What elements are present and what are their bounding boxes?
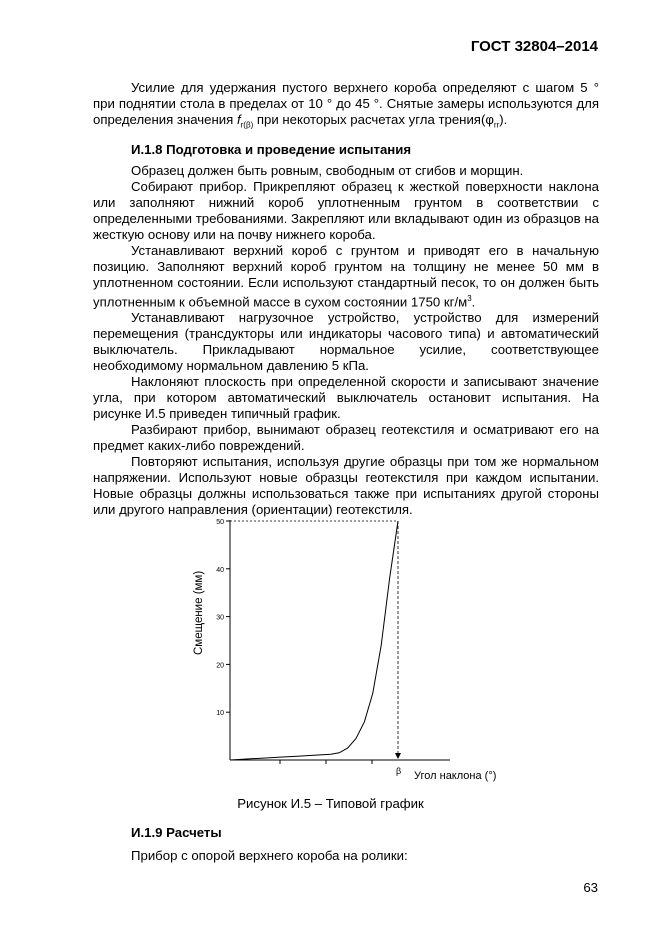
standard-header: ГОСТ 32804–2014 — [470, 38, 598, 55]
paragraph: Собирают прибор. Прикрепляют образец к жесткой поверхности наклона или заполняют нижний короб уплотненным грунтом в соответствии с определенными требованиями. Закрепляют или вкладывают один из образцов на жесткую основу или на почву нижнего короба. — [93, 179, 599, 242]
paragraph: Наклоняют плоскость при определенной скорости и записывают значение угла, при котором автоматический выключатель остановит испытания. На рисунке И.5 приведен типичный график. — [93, 374, 599, 422]
paragraph: Устанавливают верхний короб с грунтом и приводят его в начальную позицию. Заполняют верхний короб грунтом на толщину не менее 50 мм в уплотненном состоянии. Если используют стандартный песок, то он должен быть уплотненным к объемной массе в сухом состоянии 1750 $кг/м^3$. — [93, 243, 599, 310]
y-tick-label: 10 — [216, 710, 224, 718]
section-18-body — [93, 163, 599, 518]
y-tick-label: 50 — [216, 519, 224, 526]
section-18-title: И.1.8 Подготовка и проведение испытания — [131, 142, 412, 157]
figure-caption: Рисунок И.5 – Типовой график — [237, 796, 424, 811]
paragraph: Устанавливают нагрузочное устройство, устройство для измерений перемещения (трансдукторы или индикаторы часового типа) и автоматический выключатель. Прикладывают нормальное усилие, соответствующее необходимому нормальном давлению 5 кПа. — [93, 310, 599, 374]
intro-paragraph: Усилие для удержания пустого верхнего короба определяют с шагом 5 ° при поднятии стола в пределах от 10 ° до 45 °. Снятые замеры используются для определения значения $f_{r(\beta)}$ при некоторых расчетах угла $трения(\varphi_{rr})$. — [93, 80, 599, 130]
beta-label: β — [396, 766, 402, 776]
paragraph: Разбирают прибор, вынимают образец геотекстиля и осматривают его на предмет каких-либо повреждений. — [93, 422, 599, 454]
paragraph: Образец должен быть ровным, свободным от сгибов и морщин. — [131, 163, 524, 178]
series-line — [230, 521, 398, 760]
x-axis-label: Угол наклона (°) — [414, 770, 497, 782]
paragraph: Повторяют испытания, используя другие образцы при том же нормальном напряжении. Используют новые образцы геотекстиля при каждом испытании. Новые образцы должны использоваться также при испытаниях другой стороны или другого направления (ориентации) геотекстиля. — [93, 454, 599, 518]
y-axis-label: Смещение (мм) — [193, 570, 205, 655]
page-number: 63 — [583, 880, 598, 895]
y-tick-label: 20 — [216, 662, 224, 670]
y-tick-label: 40 — [216, 566, 224, 574]
y-tick-label: 30 — [216, 614, 224, 622]
displacement-chart — [180, 510, 520, 790]
beta-arrow-icon — [395, 753, 401, 759]
section-19-title: И.1.9 Расчеты — [131, 825, 222, 840]
section-19-text: Прибор с опорой верхнего короба на ролики: — [131, 848, 408, 863]
